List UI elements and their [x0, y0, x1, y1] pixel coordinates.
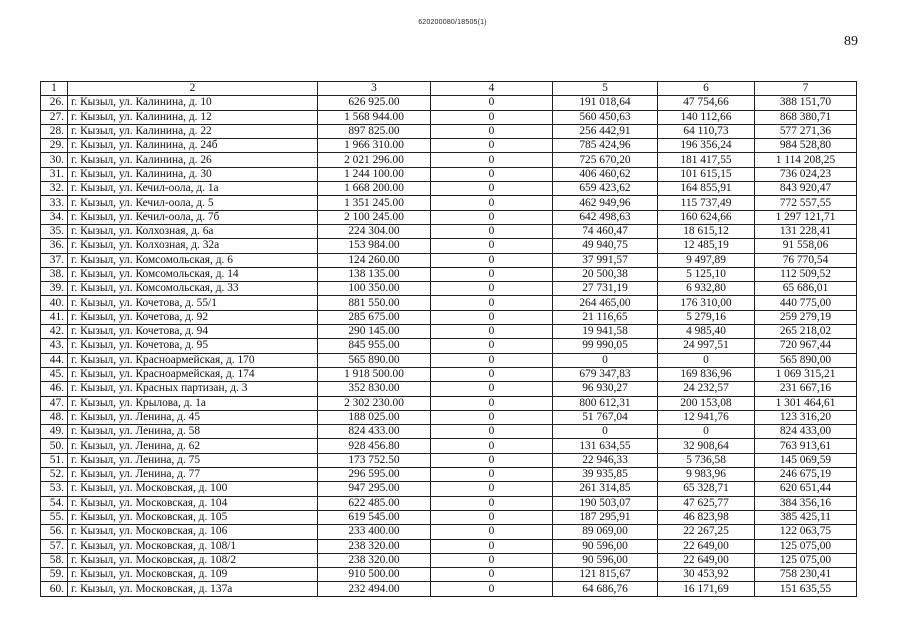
table-cell: 620 651,44: [755, 482, 857, 496]
table-row: [41, 496, 857, 510]
table-cell: 121 815,67: [553, 568, 658, 582]
table-row: [41, 539, 857, 553]
table-cell: г. Кызыл, ул. Кочетова, д. 94: [68, 325, 318, 339]
table-row: [41, 439, 857, 453]
table-cell: 153 984.00: [318, 239, 431, 253]
table-row: [41, 196, 857, 210]
table-cell: 60.: [41, 582, 68, 596]
table-cell: 224 304.00: [318, 224, 431, 238]
table-row: [41, 582, 857, 596]
table-cell: 131 634,55: [553, 439, 658, 453]
table-cell: 9 983,96: [658, 468, 755, 482]
table-cell: 0: [431, 253, 553, 267]
table-cell: 9 497,89: [658, 253, 755, 267]
table-cell: 619 545.00: [318, 510, 431, 524]
table-cell: 112 509,52: [755, 267, 857, 281]
table-row: [41, 124, 857, 138]
table-cell: 64 110,73: [658, 124, 755, 138]
table-cell: г. Кызыл, ул. Московская, д. 105: [68, 510, 318, 524]
table-cell: 5 125,10: [658, 267, 755, 281]
table-cell: 24 997,51: [658, 339, 755, 353]
table-cell: 0: [431, 210, 553, 224]
table-cell: 0: [553, 425, 658, 439]
table-cell: 868 380,71: [755, 110, 857, 124]
table-cell: 38.: [41, 267, 68, 281]
table-cell: 565 890,00: [755, 353, 857, 367]
table-cell: г. Кызыл, ул. Кечил-оола, д. 5: [68, 196, 318, 210]
table-cell: 0: [431, 310, 553, 324]
table-cell: г. Кызыл, ул. Ленина, д. 62: [68, 439, 318, 453]
table-cell: 43.: [41, 339, 68, 353]
table-cell: 462 949,96: [553, 196, 658, 210]
table-cell: 176 310,00: [658, 296, 755, 310]
table-cell: 0: [431, 282, 553, 296]
table-cell: 720 967,44: [755, 339, 857, 353]
table-cell: 2 100 245.00: [318, 210, 431, 224]
table-cell: г. Кызыл, ул. Калинина, д. 12: [68, 110, 318, 124]
column-header-6: 6: [658, 82, 755, 96]
column-header-5: 5: [553, 82, 658, 96]
table-cell: г. Кызыл, ул. Московская, д. 100: [68, 482, 318, 496]
table-cell: г. Кызыл, ул. Ленина, д. 75: [68, 453, 318, 467]
table-cell: г. Кызыл, ул. Московская, д. 104: [68, 496, 318, 510]
table-cell: 0: [431, 468, 553, 482]
table-cell: 233 400.00: [318, 525, 431, 539]
column-header-3: 3: [318, 82, 431, 96]
table-row: [41, 510, 857, 524]
table-cell: 0: [658, 353, 755, 367]
table-cell: 122 063,75: [755, 525, 857, 539]
table-cell: 0: [431, 325, 553, 339]
table-cell: 65 686,01: [755, 282, 857, 296]
table-cell: 824 433,00: [755, 425, 857, 439]
table-row: [41, 224, 857, 238]
table-cell: 0: [431, 110, 553, 124]
table-cell: 44.: [41, 353, 68, 367]
table-cell: г. Кызыл, ул. Комсомольская, д. 33: [68, 282, 318, 296]
column-header-7: 7: [755, 82, 857, 96]
table-cell: 188 025.00: [318, 410, 431, 424]
table-cell: 0: [431, 539, 553, 553]
table-cell: 0: [431, 482, 553, 496]
table-cell: 27 731,19: [553, 282, 658, 296]
table-cell: 1 568 944.00: [318, 110, 431, 124]
table-cell: 52.: [41, 468, 68, 482]
table-row: [41, 325, 857, 339]
table-cell: г. Кызыл, ул. Комсомольская, д. 6: [68, 253, 318, 267]
table-cell: г. Кызыл, ул. Калинина, д. 24б: [68, 139, 318, 153]
table-cell: 99 990,05: [553, 339, 658, 353]
table-cell: 1 297 121,71: [755, 210, 857, 224]
table-row: [41, 182, 857, 196]
table-cell: 96 930,27: [553, 382, 658, 396]
table-cell: 39 935,85: [553, 468, 658, 482]
table-cell: 124 260.00: [318, 253, 431, 267]
table-cell: 0: [431, 453, 553, 467]
table-row: [41, 210, 857, 224]
table-cell: 800 612,31: [553, 396, 658, 410]
table-cell: г. Кызыл, ул. Комсомольская, д. 14: [68, 267, 318, 281]
table-cell: 763 913,61: [755, 439, 857, 453]
table-cell: 947 295.00: [318, 482, 431, 496]
table-cell: 22 649,00: [658, 539, 755, 553]
table-cell: г. Кызыл, ул. Московская, д. 108/1: [68, 539, 318, 553]
table-cell: 151 635,55: [755, 582, 857, 596]
table-row: [41, 553, 857, 567]
table-cell: 196 356,24: [658, 139, 755, 153]
table-cell: 164 855,91: [658, 182, 755, 196]
table-cell: 37 991,57: [553, 253, 658, 267]
table-cell: 30.: [41, 153, 68, 167]
table-cell: г. Кызыл, ул. Кочетова, д. 95: [68, 339, 318, 353]
table-cell: 181 417,55: [658, 153, 755, 167]
table-cell: 0: [431, 96, 553, 110]
column-header-1: 1: [41, 82, 68, 96]
table-cell: 48.: [41, 410, 68, 424]
table-row: [41, 139, 857, 153]
table-cell: 51 767,04: [553, 410, 658, 424]
table-cell: 5 279,16: [658, 310, 755, 324]
table-cell: 56.: [41, 525, 68, 539]
table-cell: г. Кызыл, ул. Калинина, д. 10: [68, 96, 318, 110]
table-cell: 0: [431, 553, 553, 567]
table-body: [41, 96, 857, 596]
table-cell: 40.: [41, 296, 68, 310]
table-cell: 0: [431, 496, 553, 510]
table-cell: 0: [431, 568, 553, 582]
header-row: [41, 82, 857, 96]
table-cell: 984 528,80: [755, 139, 857, 153]
table-cell: 0: [431, 410, 553, 424]
table-cell: 90 596,00: [553, 539, 658, 553]
table-cell: 1 069 315,21: [755, 367, 857, 381]
table-cell: 28.: [41, 124, 68, 138]
table-cell: 18 615,12: [658, 224, 755, 238]
column-header-2: 2: [68, 82, 318, 96]
table-cell: 0: [431, 425, 553, 439]
table-cell: 115 737,49: [658, 196, 755, 210]
table-cell: г. Кызыл, ул. Колхозная, д. 6а: [68, 224, 318, 238]
table-cell: г. Кызыл, ул. Красных партизан, д. 3: [68, 382, 318, 396]
table-cell: 0: [431, 124, 553, 138]
table-cell: 1 668 200.00: [318, 182, 431, 196]
table-cell: 58.: [41, 553, 68, 567]
table-cell: 2 302 230.00: [318, 396, 431, 410]
table-cell: 45.: [41, 367, 68, 381]
table-cell: 285 675.00: [318, 310, 431, 324]
table-row: [41, 239, 857, 253]
table-cell: 64 686,76: [553, 582, 658, 596]
table-cell: 910 500.00: [318, 568, 431, 582]
table-row: [41, 367, 857, 381]
table-cell: г. Кызыл, ул. Калинина, д. 26: [68, 153, 318, 167]
column-header-4: 4: [431, 82, 553, 96]
table-cell: 0: [431, 224, 553, 238]
table-cell: 0: [431, 267, 553, 281]
table-row: [41, 382, 857, 396]
table-cell: 232 494.00: [318, 582, 431, 596]
table-cell: 125 075,00: [755, 539, 857, 553]
table-row: [41, 425, 857, 439]
table-cell: г. Кызыл, ул. Московская, д. 108/2: [68, 553, 318, 567]
page-number: 89: [844, 34, 858, 49]
table-cell: 0: [431, 382, 553, 396]
table-cell: 881 550.00: [318, 296, 431, 310]
table-cell: 35.: [41, 224, 68, 238]
table-row: [41, 482, 857, 496]
table-row: [41, 110, 857, 124]
table-cell: 89 069,00: [553, 525, 658, 539]
table-cell: г. Кызыл, ул. Колхозная, д. 32а: [68, 239, 318, 253]
table-cell: 76 770,54: [755, 253, 857, 267]
table-row: [41, 310, 857, 324]
table-cell: 290 145.00: [318, 325, 431, 339]
table-cell: 191 018,64: [553, 96, 658, 110]
table-cell: 0: [431, 182, 553, 196]
table-cell: 897 825.00: [318, 124, 431, 138]
table-cell: 843 920,47: [755, 182, 857, 196]
table-cell: 296 595.00: [318, 468, 431, 482]
table-row: [41, 296, 857, 310]
table-cell: г. Кызыл, ул. Московская, д. 109: [68, 568, 318, 582]
table-cell: 4 985,40: [658, 325, 755, 339]
table-cell: 53.: [41, 482, 68, 496]
table-cell: 145 069,59: [755, 453, 857, 467]
table-cell: 74 460,47: [553, 224, 658, 238]
table-cell: 1 244 100.00: [318, 167, 431, 181]
table-cell: 824 433.00: [318, 425, 431, 439]
table-cell: 39.: [41, 282, 68, 296]
table-cell: 845 955.00: [318, 339, 431, 353]
table-cell: 385 425,11: [755, 510, 857, 524]
table-cell: 0: [431, 582, 553, 596]
table-cell: 49 940,75: [553, 239, 658, 253]
table-cell: 123 316,20: [755, 410, 857, 424]
table-cell: г. Кызыл, ул. Московская, д. 137а: [68, 582, 318, 596]
table-cell: 0: [431, 139, 553, 153]
table-cell: 246 675,19: [755, 468, 857, 482]
table-cell: г. Кызыл, ул. Красноармейская, д. 174: [68, 367, 318, 381]
table-cell: 264 465,00: [553, 296, 658, 310]
table-cell: 169 836,96: [658, 367, 755, 381]
table-cell: 1 114 208,25: [755, 153, 857, 167]
table-cell: 256 442,91: [553, 124, 658, 138]
table-cell: 65 328,71: [658, 482, 755, 496]
table-cell: г. Кызыл, ул. Калинина, д. 30: [68, 167, 318, 181]
table-cell: 231 667,16: [755, 382, 857, 396]
table-cell: 57.: [41, 539, 68, 553]
table-cell: г. Кызыл, ул. Кочетова, д. 92: [68, 310, 318, 324]
table-cell: 0: [431, 367, 553, 381]
table-cell: г. Кызыл, ул. Кочетова, д. 55/1: [68, 296, 318, 310]
data-table: [40, 81, 857, 597]
table-row: [41, 468, 857, 482]
table-cell: г. Кызыл, ул. Московская, д. 106: [68, 525, 318, 539]
table-cell: г. Кызыл, ул. Крылова, д. 1а: [68, 396, 318, 410]
table-cell: 125 075,00: [755, 553, 857, 567]
table-cell: 33.: [41, 196, 68, 210]
table-cell: 659 423,62: [553, 182, 658, 196]
table-row: [41, 339, 857, 353]
table-cell: 1 301 464,61: [755, 396, 857, 410]
table-cell: 6 932,80: [658, 282, 755, 296]
table-row: [41, 253, 857, 267]
table-cell: 26.: [41, 96, 68, 110]
table-cell: 29.: [41, 139, 68, 153]
table-cell: 21 116,65: [553, 310, 658, 324]
table-cell: 0: [553, 353, 658, 367]
table-row: [41, 568, 857, 582]
table-cell: 0: [431, 510, 553, 524]
table-cell: 12 941,76: [658, 410, 755, 424]
table-cell: 406 460,62: [553, 167, 658, 181]
table-cell: 173 752.50: [318, 453, 431, 467]
table-cell: 100 350.00: [318, 282, 431, 296]
table-cell: 32.: [41, 182, 68, 196]
table-cell: 190 503,07: [553, 496, 658, 510]
table-cell: 140 112,66: [658, 110, 755, 124]
table-cell: 49.: [41, 425, 68, 439]
table-cell: 200 153,08: [658, 396, 755, 410]
table-cell: 928 456.80: [318, 439, 431, 453]
table-cell: 388 151,70: [755, 96, 857, 110]
table-cell: 37.: [41, 253, 68, 267]
table-row: [41, 282, 857, 296]
table-cell: 91 558,06: [755, 239, 857, 253]
table-cell: 0: [658, 425, 755, 439]
table-cell: 622 485.00: [318, 496, 431, 510]
table-cell: 31.: [41, 167, 68, 181]
table-cell: г. Кызыл, ул. Красноармейская, д. 170: [68, 353, 318, 367]
table-cell: 19 941,58: [553, 325, 658, 339]
table-cell: 0: [431, 525, 553, 539]
table-cell: 0: [431, 196, 553, 210]
table-cell: 47 625,77: [658, 496, 755, 510]
table-cell: 0: [431, 339, 553, 353]
table-cell: 1 918 500.00: [318, 367, 431, 381]
table-cell: 758 230,41: [755, 568, 857, 582]
table-cell: г. Кызыл, ул. Ленина, д. 45: [68, 410, 318, 424]
table-cell: 642 498,63: [553, 210, 658, 224]
table-row: [41, 396, 857, 410]
table-row: [41, 267, 857, 281]
table-cell: 384 356,16: [755, 496, 857, 510]
table-cell: 0: [431, 396, 553, 410]
table-cell: г. Кызыл, ул. Ленина, д. 58: [68, 425, 318, 439]
table-cell: 238 320.00: [318, 553, 431, 567]
table-cell: 0: [431, 239, 553, 253]
table-cell: 12 485,19: [658, 239, 755, 253]
table-row: [41, 410, 857, 424]
table-cell: 0: [431, 439, 553, 453]
table-cell: 27.: [41, 110, 68, 124]
table-cell: 0: [431, 296, 553, 310]
table-cell: 187 295,91: [553, 510, 658, 524]
table-cell: 0: [431, 153, 553, 167]
table-cell: 90 596,00: [553, 553, 658, 567]
table-row: [41, 525, 857, 539]
table-row: [41, 453, 857, 467]
table-cell: 22 946,33: [553, 453, 658, 467]
table-cell: 22 267,25: [658, 525, 755, 539]
table-cell: 101 615,15: [658, 167, 755, 181]
table-cell: 131 228,41: [755, 224, 857, 238]
table-cell: 138 135.00: [318, 267, 431, 281]
table-cell: 679 347,83: [553, 367, 658, 381]
table-cell: 51.: [41, 453, 68, 467]
table-cell: 55.: [41, 510, 68, 524]
table-cell: 725 670,20: [553, 153, 658, 167]
table-row: [41, 153, 857, 167]
table-cell: 261 314,85: [553, 482, 658, 496]
table-cell: 5 736,58: [658, 453, 755, 467]
table-cell: г. Кызыл, ул. Кечил-оола, д. 1а: [68, 182, 318, 196]
table-cell: 0: [431, 167, 553, 181]
table-cell: 565 890.00: [318, 353, 431, 367]
table-cell: 47.: [41, 396, 68, 410]
table-cell: 736 024,23: [755, 167, 857, 181]
table-cell: 772 557,55: [755, 196, 857, 210]
table-cell: 560 450,63: [553, 110, 658, 124]
table-cell: г. Кызыл, ул. Ленина, д. 77: [68, 468, 318, 482]
table-cell: 16 171,69: [658, 582, 755, 596]
table-cell: 577 271,36: [755, 124, 857, 138]
table-cell: 2 021 296.00: [318, 153, 431, 167]
table-cell: 1 966 310.00: [318, 139, 431, 153]
table-row: [41, 96, 857, 110]
table-cell: 1 351 245.00: [318, 196, 431, 210]
table-cell: 440 775,00: [755, 296, 857, 310]
table-row: [41, 353, 857, 367]
table-cell: 238 320.00: [318, 539, 431, 553]
table-cell: 22 649,00: [658, 553, 755, 567]
table-cell: 785 424,96: [553, 139, 658, 153]
table-cell: 42.: [41, 325, 68, 339]
table-row: [41, 167, 857, 181]
table-cell: 59.: [41, 568, 68, 582]
table-cell: 46.: [41, 382, 68, 396]
table-cell: 54.: [41, 496, 68, 510]
table-cell: 47 754,66: [658, 96, 755, 110]
table-cell: 626 925.00: [318, 96, 431, 110]
table-cell: 160 624,66: [658, 210, 755, 224]
table-cell: 0: [431, 353, 553, 367]
table-cell: 259 279,19: [755, 310, 857, 324]
table-cell: 20 500,38: [553, 267, 658, 281]
table-cell: 34.: [41, 210, 68, 224]
table-cell: 30 453,92: [658, 568, 755, 582]
table-cell: 24 232,57: [658, 382, 755, 396]
document-code: 620200080/18505(1): [418, 19, 487, 26]
table-cell: 32 908,64: [658, 439, 755, 453]
table-cell: 41.: [41, 310, 68, 324]
table-cell: 36.: [41, 239, 68, 253]
table-cell: 46 823,98: [658, 510, 755, 524]
table-cell: г. Кызыл, ул. Калинина, д. 22: [68, 124, 318, 138]
table-cell: г. Кызыл, ул. Кечил-оола, д. 7б: [68, 210, 318, 224]
table-cell: 265 218,02: [755, 325, 857, 339]
table-cell: 352 830.00: [318, 382, 431, 396]
table-cell: 50.: [41, 439, 68, 453]
